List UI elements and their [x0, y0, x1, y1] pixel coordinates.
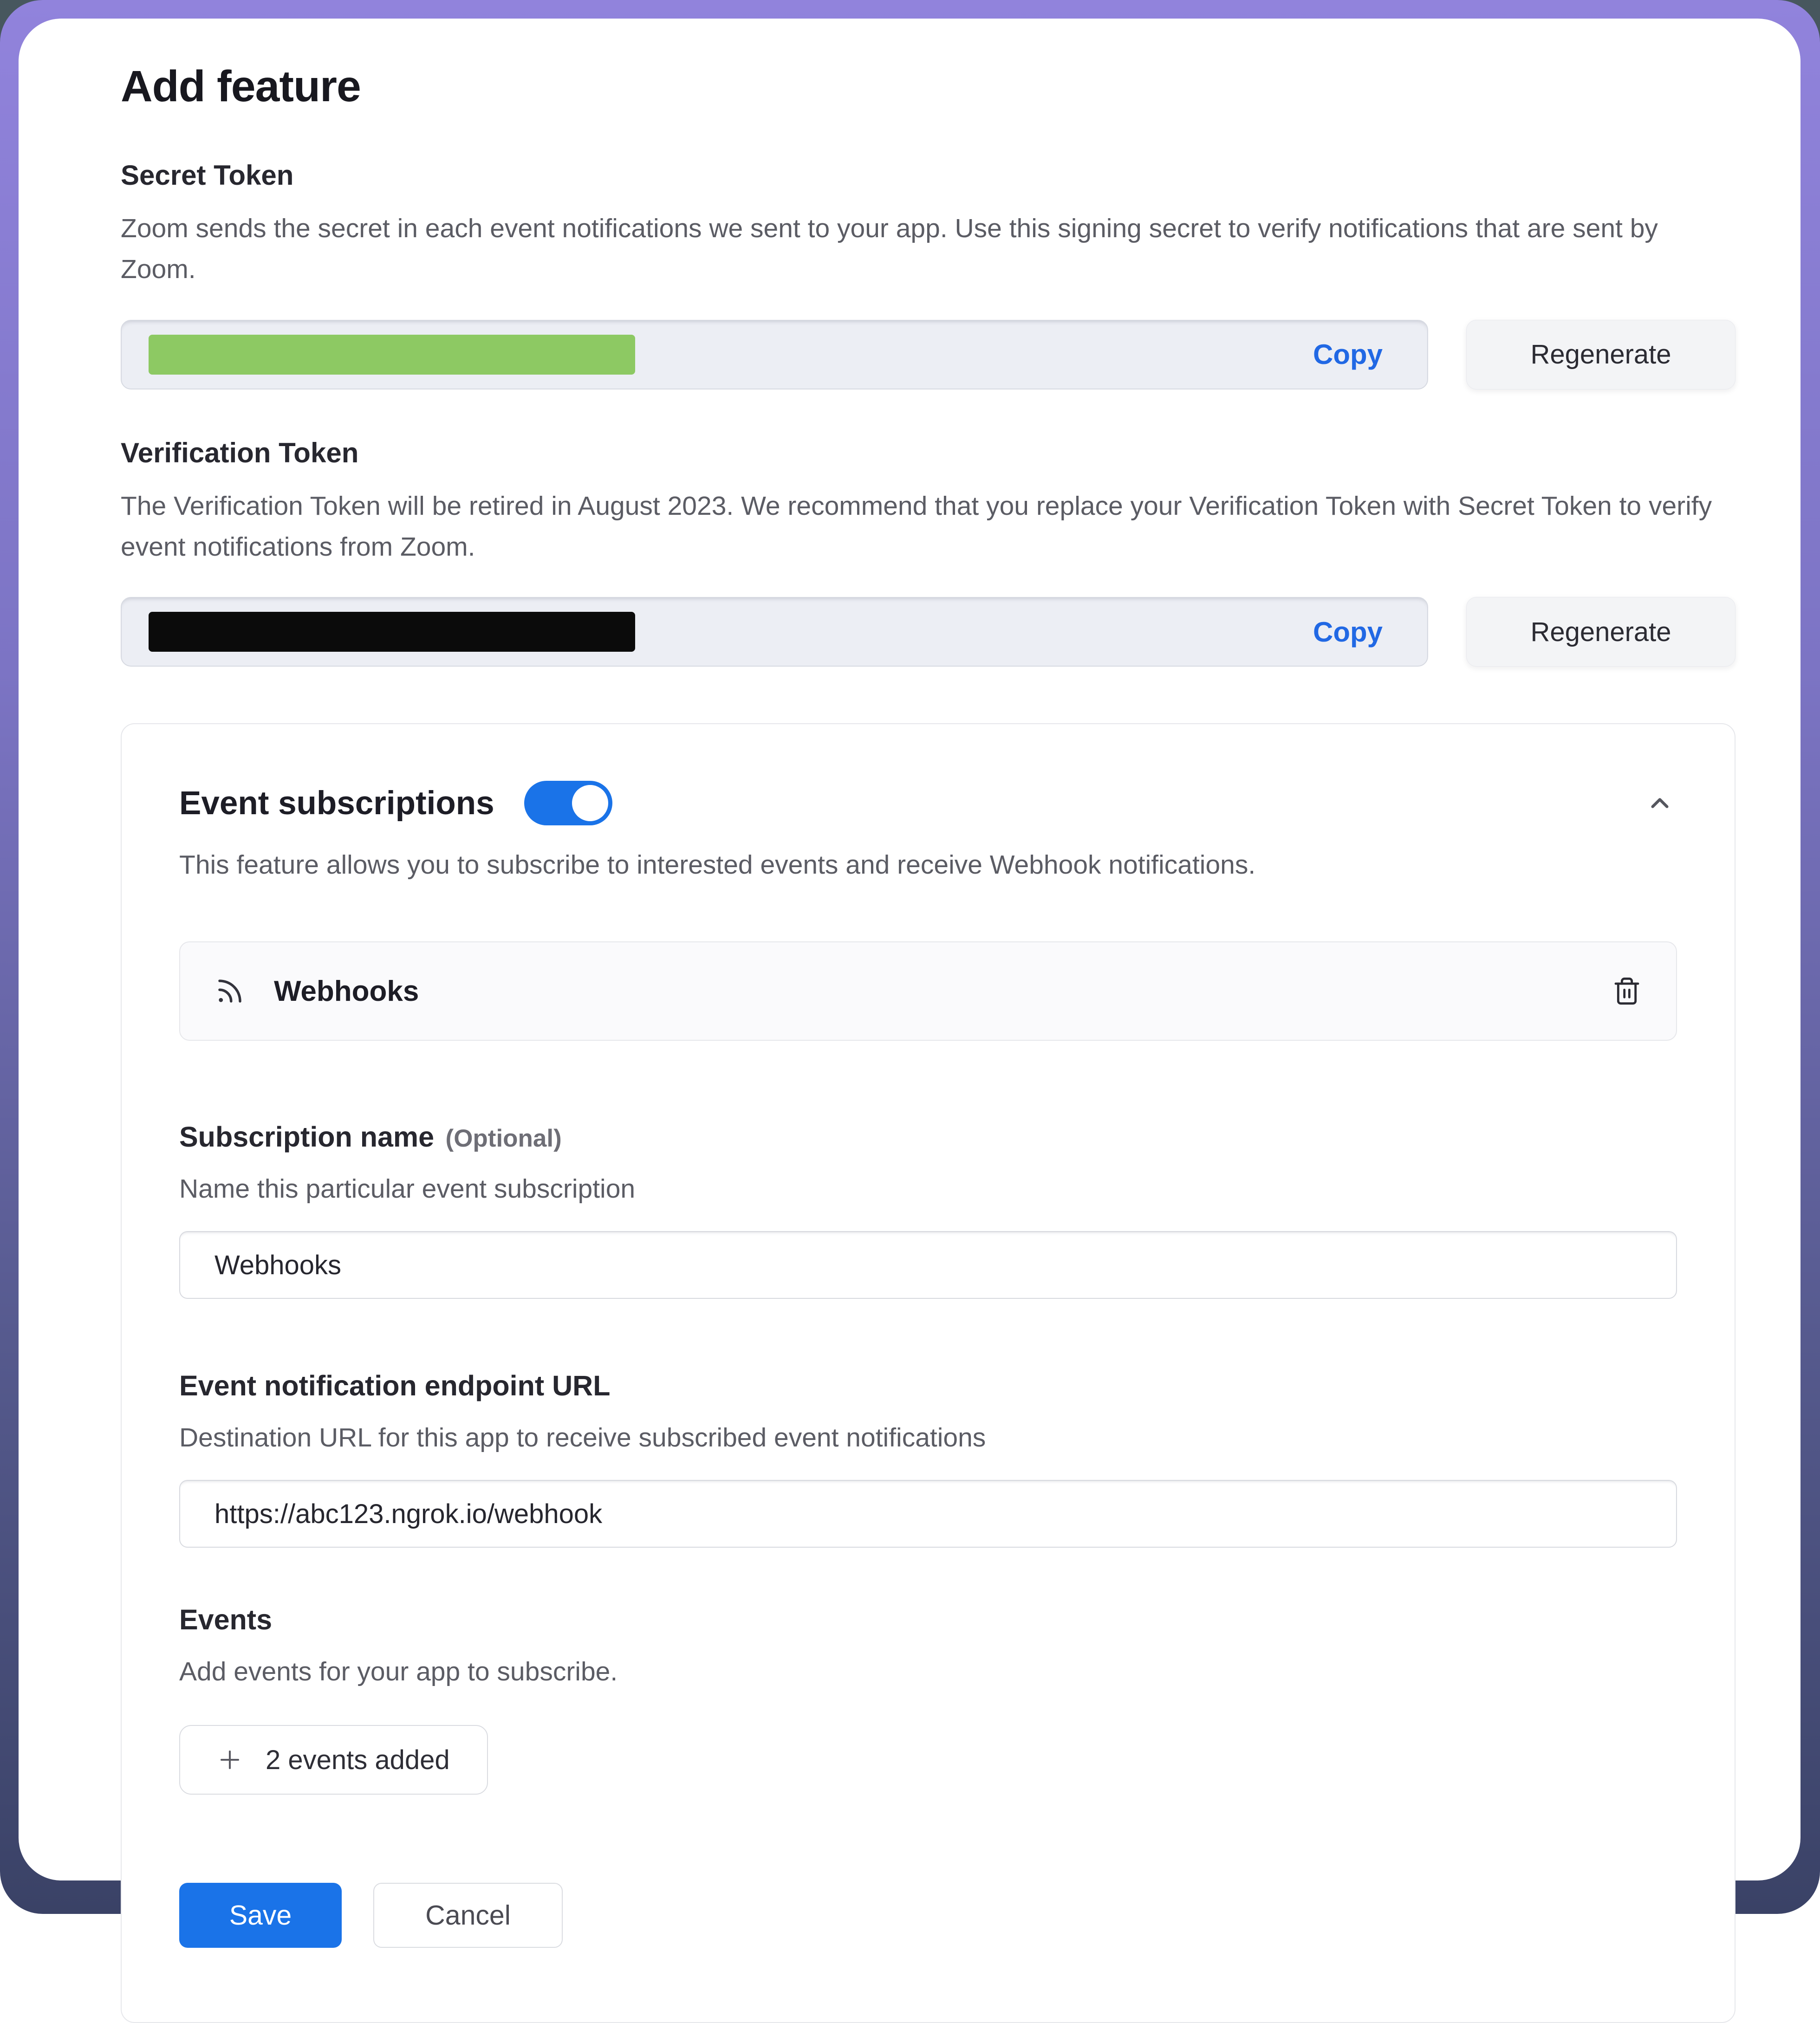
verification-token-regenerate-button[interactable]: Regenerate: [1466, 597, 1736, 667]
event-subscriptions-toggle[interactable]: [524, 781, 612, 825]
save-button[interactable]: Save: [179, 1883, 342, 1948]
secret-token-copy-button[interactable]: Copy: [1313, 339, 1383, 370]
subscription-name-input[interactable]: [179, 1231, 1677, 1299]
verification-token-redacted-value: [149, 612, 635, 652]
cancel-button[interactable]: Cancel: [373, 1883, 563, 1948]
plus-icon: [217, 1747, 242, 1772]
verification-token-field: [121, 597, 1428, 667]
events-added-label: 2 events added: [266, 1744, 450, 1775]
event-subscriptions-header: [179, 781, 1677, 825]
verification-token-row: [121, 597, 1736, 667]
panel-content: [121, 61, 1736, 2023]
subscription-name-label: Subscription name: [179, 1121, 435, 1153]
secret-token-regenerate-button[interactable]: Regenerate: [1466, 320, 1736, 389]
subscription-name-block: [179, 1121, 1677, 1299]
webhook-subscription-name: Webhooks: [274, 975, 419, 1007]
endpoint-url-input[interactable]: [179, 1480, 1677, 1548]
event-subscriptions-description: This feature allows you to subscribe to interested events and receive Webhook notifications.: [179, 850, 1256, 880]
secret-token-description: Zoom sends the secret in each event notifications we sent to your app. Use this signing secret to verify notifications that are sent by Zoom.: [121, 214, 1658, 285]
verification-token-description: The Verification Token will be retired in August 2023. We recommend that you replace your Verification Token with Secret Token to verify event notifications from Zoom.: [121, 491, 1712, 562]
events-block: [179, 1603, 1677, 1795]
verification-token-copy-button[interactable]: Copy: [1313, 616, 1383, 648]
endpoint-url-help: Destination URL for this app to receive subscribed event notifications: [179, 1423, 986, 1453]
form-actions: [179, 1883, 1677, 1948]
page-title: Add feature: [121, 62, 361, 111]
events-help: Add events for your app to subscribe.: [179, 1657, 618, 1687]
events-label: Events: [179, 1604, 273, 1636]
rss-icon: [214, 976, 245, 1006]
webhook-subscription-row[interactable]: [179, 941, 1677, 1041]
toggle-knob: [572, 785, 608, 821]
subscription-name-help: Name this particular event subscription: [179, 1174, 636, 1204]
add-feature-panel: [19, 19, 1800, 1931]
secret-token-label: Secret Token: [121, 160, 294, 191]
endpoint-url-label: Event notification endpoint URL: [179, 1370, 611, 1402]
subscription-name-optional-label: (Optional): [445, 1125, 562, 1153]
event-subscriptions-card: [121, 723, 1736, 2023]
secret-token-row: [121, 320, 1736, 389]
endpoint-url-block: [179, 1369, 1677, 1548]
secret-token-redacted-value: [149, 335, 635, 375]
chevron-up-icon[interactable]: [1643, 786, 1677, 820]
secret-token-field: [121, 320, 1428, 389]
events-added-button[interactable]: [179, 1725, 488, 1795]
trash-icon[interactable]: [1612, 976, 1642, 1006]
verification-token-label: Verification Token: [121, 437, 359, 468]
event-subscriptions-title: Event subscriptions: [179, 785, 494, 822]
